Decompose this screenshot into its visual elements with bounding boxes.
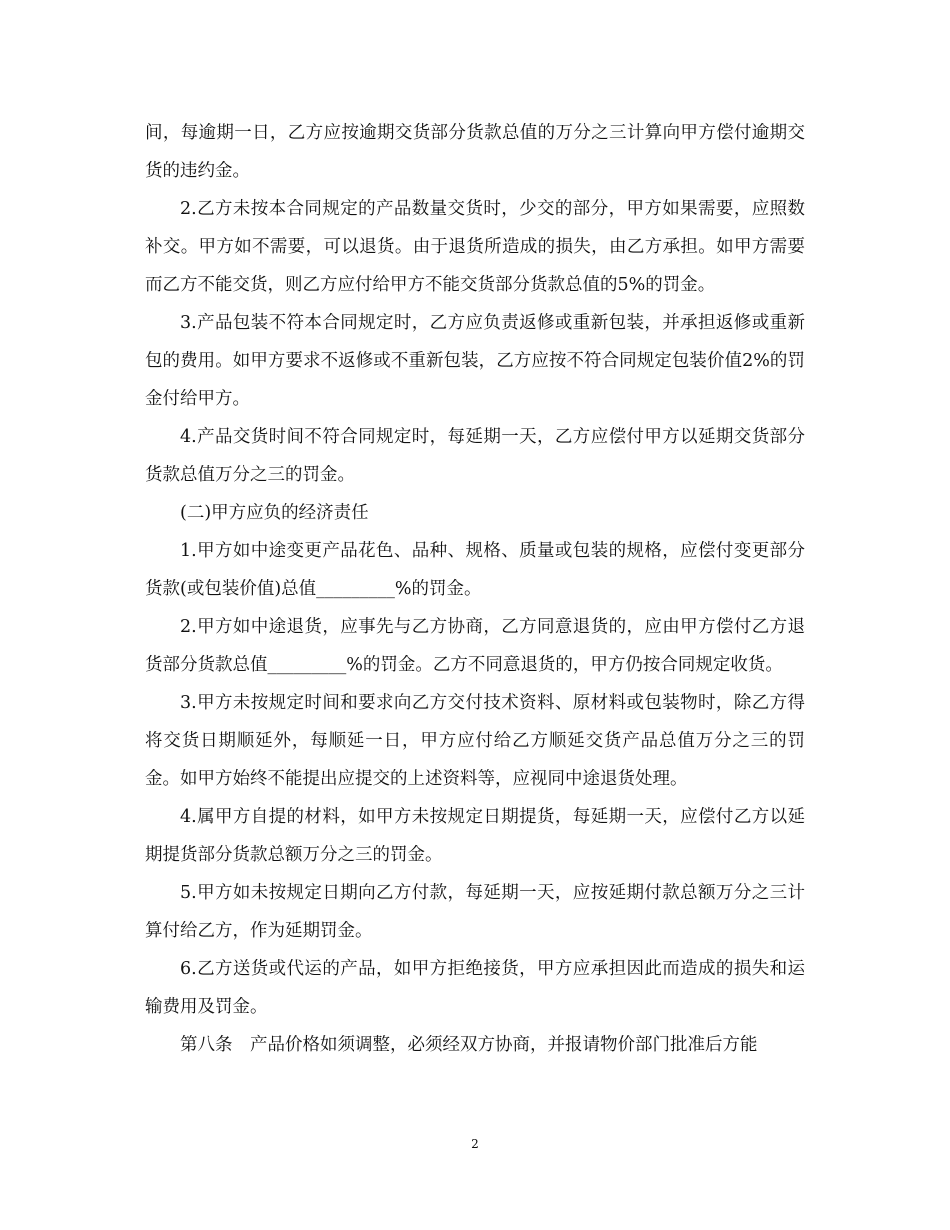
paragraph-clause-buyer-1: 1.甲方如中途变更产品花色、品种、规格、质量或包装的规格，应偿付变更部分货款(或包装价值)总值_________%的罚金。 [145,541,805,599]
paragraph-clause-seller-3: 3.产品包装不符本合同规定时，乙方应负责返修或重新包装，并承担返修或重新包的费用。如甲方要求不返修或不重新包装，乙方应按不符合同规定包装价值2%的罚金付给甲方。 [145,313,805,409]
section-heading-buyer-liability: (二)甲方应负的经济责任 [180,503,369,523]
paragraph-clause-seller-4: 4.产品交货时间不符合同规定时，每延期一天，乙方应偿付甲方以延期交货部分货款总值万分之三的罚金。 [145,427,805,485]
paragraph-clause-buyer-6: 6.乙方送货或代运的产品，如甲方拒绝接货，甲方应承担因此而造成的损失和运输费用及罚金。 [145,959,805,1017]
paragraph-clause-buyer-2: 2.甲方如中途退货，应事先与乙方协商，乙方同意退货的，应由甲方偿付乙方退货部分货款总值_________%的罚金。乙方不同意退货的，甲方仍按合同规定收货。 [145,617,805,675]
paragraph-clause-buyer-3: 3.甲方未按规定时间和要求向乙方交付技术资料、原材料或包装物时，除乙方得将交货日期顺延外，每顺延一日，甲方应付给乙方顺延交货产品总值万分之三的罚金。如甲方始终不能提出应提交的上述资料等，应视同中途退货处理。 [145,693,805,789]
paragraph-continuation: 间，每逾期一日，乙方应按逾期交货部分货款总值的万分之三计算向甲方偿付逾期交货的违约金。 [145,123,805,181]
paragraph-clause-seller-2: 2.乙方未按本合同规定的产品数量交货时，少交的部分，甲方如果需要，应照数补交。甲方如不需要，可以退货。由于退货所造成的损失，由乙方承担。如甲方需要而乙方不能交货，则乙方应付给甲方不能交货部分货款总值的5%的罚金。 [145,199,805,295]
document-body [145,114,805,1064]
paragraph-article-eight: 第八条 产品价格如须调整，必须经双方协商，并报请物价部门批准后方能 [180,1035,758,1055]
paragraph-clause-buyer-5: 5.甲方如未按规定日期向乙方付款，每延期一天，应按延期付款总额万分之三计算付给乙方，作为延期罚金。 [145,883,805,941]
paragraph-clause-buyer-4: 4.属甲方自提的材料，如甲方未按规定日期提货，每延期一天，应偿付乙方以延期提货部分货款总额万分之三的罚金。 [145,807,805,865]
page-number: 2 [471,1137,479,1151]
